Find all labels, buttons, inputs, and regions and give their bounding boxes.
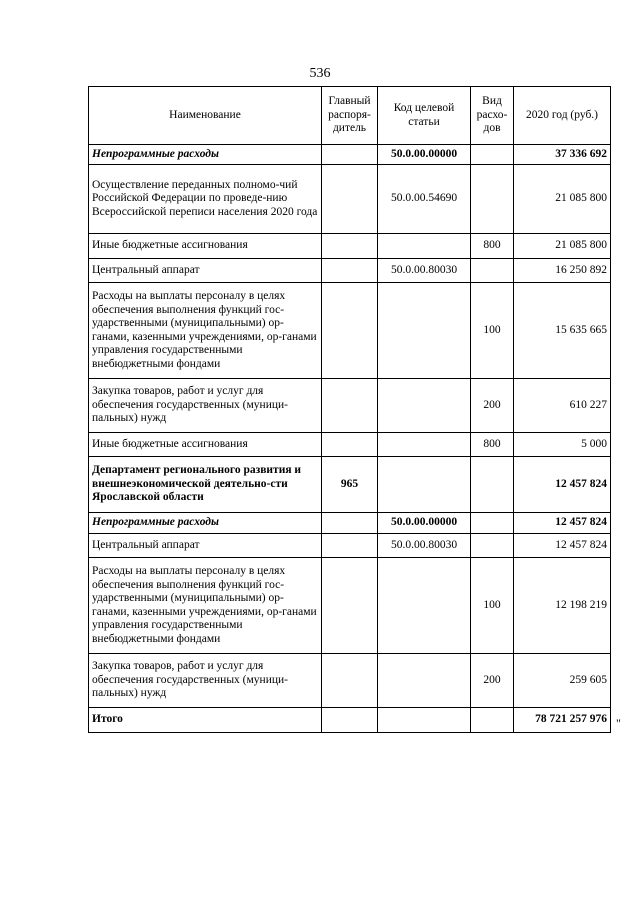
table-row [89, 145, 611, 165]
row-code [378, 433, 471, 457]
row-sum: 16 250 892 [514, 259, 611, 283]
table-header-row [89, 87, 611, 145]
budget-table [88, 86, 611, 733]
table-row [89, 165, 611, 234]
row-sum: 15 635 665 [514, 283, 611, 379]
table-row [89, 513, 611, 534]
row-glava [322, 558, 378, 654]
row-code: 50.0.00.80030 [378, 259, 471, 283]
closing-quote-mark: " [616, 716, 621, 730]
row-sum: 12 457 824 [514, 534, 611, 558]
row-sum: 21 085 800 [514, 165, 611, 234]
row-glava [322, 283, 378, 379]
row-vid: 100 [471, 558, 514, 654]
row-code [378, 234, 471, 259]
header-sum: 2020 год (руб.) [514, 87, 611, 145]
row-name: Иные бюджетные ассигнования [89, 433, 322, 457]
row-glava [322, 708, 378, 733]
table-row [89, 558, 611, 654]
row-vid: 200 [471, 379, 514, 433]
row-vid [471, 259, 514, 283]
row-code [378, 654, 471, 708]
row-glava [322, 513, 378, 534]
row-name: Иные бюджетные ассигнования [89, 234, 322, 259]
row-glava [322, 534, 378, 558]
table-row [89, 457, 611, 513]
row-glava [322, 654, 378, 708]
row-name: Итого [89, 708, 322, 733]
table-row [89, 534, 611, 558]
row-vid: 100 [471, 283, 514, 379]
row-sum: 259 605 [514, 654, 611, 708]
table-row [89, 433, 611, 457]
row-name: Расходы на выплаты персоналу в целях обеспечения выполнения функций гос-ударственными (муниципальными) ор-ганами, казенными учреждениями, ор-ганами управления государственными внебюджетными фондами [89, 558, 322, 654]
row-glava [322, 234, 378, 259]
row-name: Расходы на выплаты персоналу в целях обеспечения выполнения функций гос-ударственными (муниципальными) ор-ганами, казенными учреждениями, ор-ганами управления государственными внебюджетными фондами [89, 283, 322, 379]
row-glava [322, 145, 378, 165]
row-glava [322, 379, 378, 433]
header-glava: Главный распоря-дитель [322, 87, 378, 145]
header-code: Код целевой статьи [378, 87, 471, 145]
row-vid [471, 534, 514, 558]
row-name: Департамент регионального развития и внешнеэкономической деятельно-сти Ярославской области [89, 457, 322, 513]
row-sum: 78 721 257 976 [514, 708, 611, 733]
row-code [378, 457, 471, 513]
row-vid [471, 145, 514, 165]
row-glava: 965 [322, 457, 378, 513]
row-vid: 800 [471, 433, 514, 457]
row-code [378, 558, 471, 654]
table-row [89, 379, 611, 433]
table-row [89, 283, 611, 379]
header-vid: Вид расхо-дов [471, 87, 514, 145]
row-glava [322, 433, 378, 457]
row-code: 50.0.00.54690 [378, 165, 471, 234]
row-name: Центральный аппарат [89, 259, 322, 283]
row-sum: 21 085 800 [514, 234, 611, 259]
row-sum: 5 000 [514, 433, 611, 457]
row-sum: 610 227 [514, 379, 611, 433]
row-code [378, 708, 471, 733]
row-sum: 12 457 824 [514, 513, 611, 534]
row-vid [471, 457, 514, 513]
row-vid: 200 [471, 654, 514, 708]
row-code: 50.0.00.00000 [378, 145, 471, 165]
row-code [378, 379, 471, 433]
row-code: 50.0.00.80030 [378, 534, 471, 558]
row-code: 50.0.00.00000 [378, 513, 471, 534]
row-name: Центральный аппарат [89, 534, 322, 558]
row-vid [471, 513, 514, 534]
page-number: 536 [309, 66, 331, 81]
row-vid [471, 165, 514, 234]
row-sum: 12 198 219 [514, 558, 611, 654]
row-vid: 800 [471, 234, 514, 259]
table-row [89, 708, 611, 733]
row-glava [322, 259, 378, 283]
header-name: Наименование [89, 87, 322, 145]
row-name: Непрограммные расходы [89, 145, 322, 165]
row-name: Закупка товаров, работ и услуг для обеспечения государственных (муници-пальных) нужд [89, 379, 322, 433]
row-glava [322, 165, 378, 234]
table-row [89, 259, 611, 283]
table-row [89, 234, 611, 259]
table-row [89, 654, 611, 708]
row-name: Непрограммные расходы [89, 513, 322, 534]
row-sum: 37 336 692 [514, 145, 611, 165]
row-sum: 12 457 824 [514, 457, 611, 513]
row-code [378, 283, 471, 379]
row-vid [471, 708, 514, 733]
row-name: Осуществление переданных полномо-чий Российской Федерации по проведе-нию Всероссийской переписи населения 2020 года [89, 165, 322, 234]
row-name: Закупка товаров, работ и услуг для обеспечения государственных (муници-пальных) нужд [89, 654, 322, 708]
